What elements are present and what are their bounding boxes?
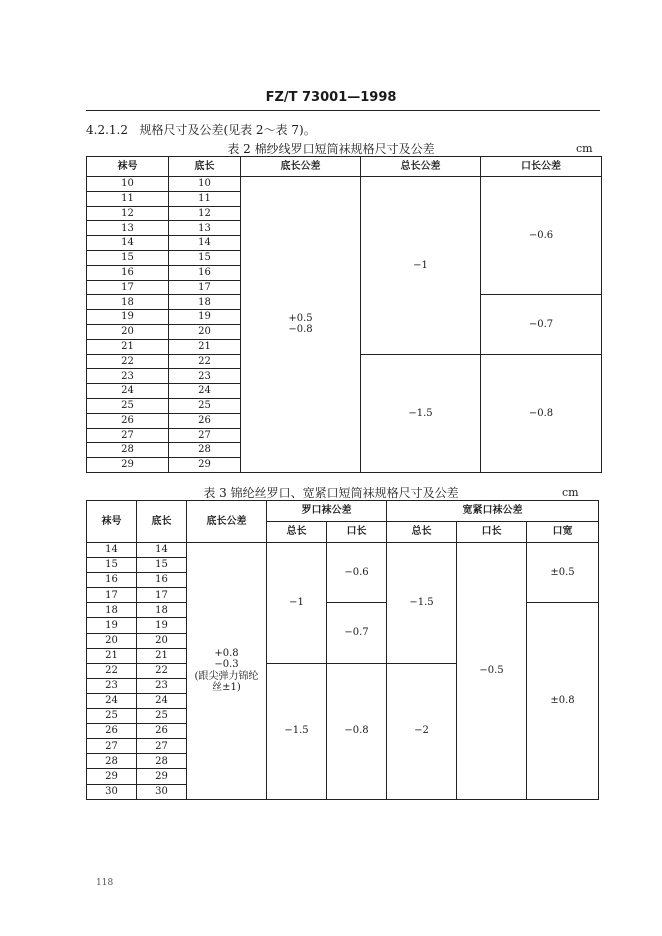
sock-size-cell: 26 xyxy=(87,724,137,739)
bottom-length-cell: 21 xyxy=(169,339,241,354)
sock-size-cell: 30 xyxy=(87,784,137,799)
sock-size-cell: 24 xyxy=(87,384,169,399)
bottom-length-cell: 27 xyxy=(169,428,241,443)
t2-opening-length-tol-3: −0.8 xyxy=(481,354,602,472)
sock-size-cell: 29 xyxy=(87,769,137,784)
sock-size-cell: 16 xyxy=(87,265,169,280)
sock-size-cell: 22 xyxy=(87,663,137,678)
bottom-length-cell: 15 xyxy=(169,250,241,265)
sock-size-cell: 21 xyxy=(87,339,169,354)
sock-size-cell: 23 xyxy=(87,369,169,384)
table2-header-row xyxy=(87,157,602,177)
bottom-length-cell: 27 xyxy=(137,739,187,754)
sock-size-cell: 28 xyxy=(87,443,169,458)
t3-col-sock-size: 袜号 xyxy=(87,501,137,543)
t2-bottom-tol-line: +0.5 xyxy=(288,312,313,324)
t3-sub-opening-length: 口长 xyxy=(327,522,387,543)
sock-size-cell: 14 xyxy=(87,543,137,558)
sock-size-cell: 11 xyxy=(87,191,169,206)
bottom-length-cell: 14 xyxy=(169,236,241,251)
sock-size-cell: 27 xyxy=(87,739,137,754)
t2-col-bottom-length-tol: 底长公差 xyxy=(241,157,361,177)
bottom-length-cell: 14 xyxy=(137,543,187,558)
bottom-length-cell: 19 xyxy=(137,618,187,633)
t3-bottom-tol-line: 丝±1) xyxy=(212,682,241,694)
t2-total-length-tol-2: −1.5 xyxy=(361,354,481,472)
sock-size-cell: 28 xyxy=(87,754,137,769)
table2-caption: 表 2 棉纱线罗口短筒袜规格尺寸及公差 xyxy=(227,142,435,156)
sock-size-cell: 18 xyxy=(87,295,169,310)
t2-opening-length-tol-1: −0.6 xyxy=(481,177,602,295)
t3-bottom-tol-line: (跟尖弹力锦纶 xyxy=(194,670,259,682)
sock-size-cell: 23 xyxy=(87,678,137,693)
sock-size-cell: 25 xyxy=(87,709,137,724)
t3-rib-total-1: −1 xyxy=(267,543,327,664)
bottom-length-cell: 26 xyxy=(137,724,187,739)
bottom-length-cell: 20 xyxy=(169,324,241,339)
t3-rib-opening-3: −0.8 xyxy=(327,663,387,799)
sock-size-cell: 26 xyxy=(87,413,169,428)
t3-sub-opening-width: 口宽 xyxy=(527,522,599,543)
t2-bottom-tol-line: −0.8 xyxy=(288,324,313,336)
bottom-length-cell: 12 xyxy=(169,206,241,221)
clause-text: 规格尺寸及公差(见表 2～表 7)。 xyxy=(139,123,316,137)
bottom-length-cell: 30 xyxy=(137,784,187,799)
t2-col-opening-length-tol: 口长公差 xyxy=(481,157,602,177)
bottom-length-cell: 28 xyxy=(137,754,187,769)
bottom-length-cell: 24 xyxy=(137,693,187,708)
t3-group-wide-tol: 宽紧口袜公差 xyxy=(387,501,599,522)
sock-size-cell: 13 xyxy=(87,221,169,236)
sock-size-cell: 17 xyxy=(87,588,137,603)
sock-size-cell: 10 xyxy=(87,177,169,192)
sock-size-cell: 21 xyxy=(87,648,137,663)
bottom-length-cell: 24 xyxy=(169,384,241,399)
bottom-length-cell: 29 xyxy=(137,769,187,784)
bottom-length-cell: 16 xyxy=(137,573,187,588)
table3-header-row-1 xyxy=(87,501,599,522)
header-rule xyxy=(86,110,600,111)
bottom-length-cell: 22 xyxy=(169,354,241,369)
bottom-length-cell: 11 xyxy=(169,191,241,206)
t3-rib-total-2: −1.5 xyxy=(267,663,327,799)
sock-size-cell: 15 xyxy=(87,558,137,573)
bottom-length-cell: 10 xyxy=(169,177,241,192)
t3-wide-opening: −0.5 xyxy=(457,543,527,800)
page-number: 118 xyxy=(96,878,114,888)
bottom-length-cell: 21 xyxy=(137,648,187,663)
t2-col-total-length-tol: 总长公差 xyxy=(361,157,481,177)
table-row xyxy=(87,177,602,192)
t2-col-bottom-length: 底长 xyxy=(169,157,241,177)
bottom-length-cell: 25 xyxy=(137,709,187,724)
t3-wide-width-2: ±0.8 xyxy=(527,603,599,799)
sock-size-cell: 17 xyxy=(87,280,169,295)
standard-number: FZ/T 73001—1998 xyxy=(265,90,397,105)
sock-size-cell: 12 xyxy=(87,206,169,221)
bottom-length-cell: 17 xyxy=(169,280,241,295)
sock-size-cell: 27 xyxy=(87,428,169,443)
table2 xyxy=(86,156,602,473)
bottom-length-cell: 16 xyxy=(169,265,241,280)
sock-size-cell: 19 xyxy=(87,618,137,633)
t2-col-sock-size: 袜号 xyxy=(87,157,169,177)
sock-size-cell: 14 xyxy=(87,236,169,251)
t2-total-length-tol-1: −1 xyxy=(361,177,481,355)
t3-col-bottom-length: 底长 xyxy=(137,501,187,543)
bottom-length-cell: 13 xyxy=(169,221,241,236)
t2-opening-length-tol-2: −0.7 xyxy=(481,295,602,354)
sock-size-cell: 22 xyxy=(87,354,169,369)
t3-sub-total-length: 总长 xyxy=(267,522,327,543)
t3-sub-total-length-wide: 总长 xyxy=(387,522,457,543)
t3-wide-total-2: −2 xyxy=(387,663,457,799)
table2-unit: cm xyxy=(576,142,593,155)
sock-size-cell: 16 xyxy=(87,573,137,588)
t2-bottom-length-tol xyxy=(241,177,361,473)
t3-rib-opening-1: −0.6 xyxy=(327,543,387,603)
bottom-length-cell: 17 xyxy=(137,588,187,603)
table3-unit: cm xyxy=(562,486,579,499)
sock-size-cell: 18 xyxy=(87,603,137,618)
clause-4-2-1-2 xyxy=(86,121,316,138)
t3-col-bottom-length-tol: 底长公差 xyxy=(187,501,267,543)
sock-size-cell: 29 xyxy=(87,458,169,473)
sock-size-cell: 20 xyxy=(87,324,169,339)
t3-wide-total-1: −1.5 xyxy=(387,543,457,664)
bottom-length-cell: 29 xyxy=(169,458,241,473)
sock-size-cell: 19 xyxy=(87,310,169,325)
bottom-length-cell: 23 xyxy=(169,369,241,384)
t3-bottom-tol-line: +0.8 xyxy=(214,647,239,659)
bottom-length-cell: 23 xyxy=(137,678,187,693)
sock-size-cell: 15 xyxy=(87,250,169,265)
bottom-length-cell: 18 xyxy=(137,603,187,618)
bottom-length-cell: 15 xyxy=(137,558,187,573)
bottom-length-cell: 19 xyxy=(169,310,241,325)
bottom-length-cell: 28 xyxy=(169,443,241,458)
table3-caption: 表 3 锦纶丝罗口、宽紧口短筒袜规格尺寸及公差 xyxy=(203,486,459,500)
sock-size-cell: 24 xyxy=(87,693,137,708)
table-row xyxy=(87,543,599,558)
clause-number: 4.2.1.2 xyxy=(86,123,128,137)
t3-bottom-tol-line: −0.3 xyxy=(214,659,239,671)
t3-bottom-length-tol xyxy=(187,543,267,800)
t3-wide-width-1: ±0.5 xyxy=(527,543,599,603)
bottom-length-cell: 26 xyxy=(169,413,241,428)
bottom-length-cell: 22 xyxy=(137,663,187,678)
bottom-length-cell: 25 xyxy=(169,398,241,413)
t3-group-rib-tol: 罗口袜公差 xyxy=(267,501,387,522)
bottom-length-cell: 20 xyxy=(137,633,187,648)
sock-size-cell: 25 xyxy=(87,398,169,413)
sock-size-cell: 20 xyxy=(87,633,137,648)
t3-sub-opening-length-wide: 口长 xyxy=(457,522,527,543)
table3 xyxy=(86,500,599,800)
bottom-length-cell: 18 xyxy=(169,295,241,310)
t3-rib-opening-2: −0.7 xyxy=(327,603,387,663)
